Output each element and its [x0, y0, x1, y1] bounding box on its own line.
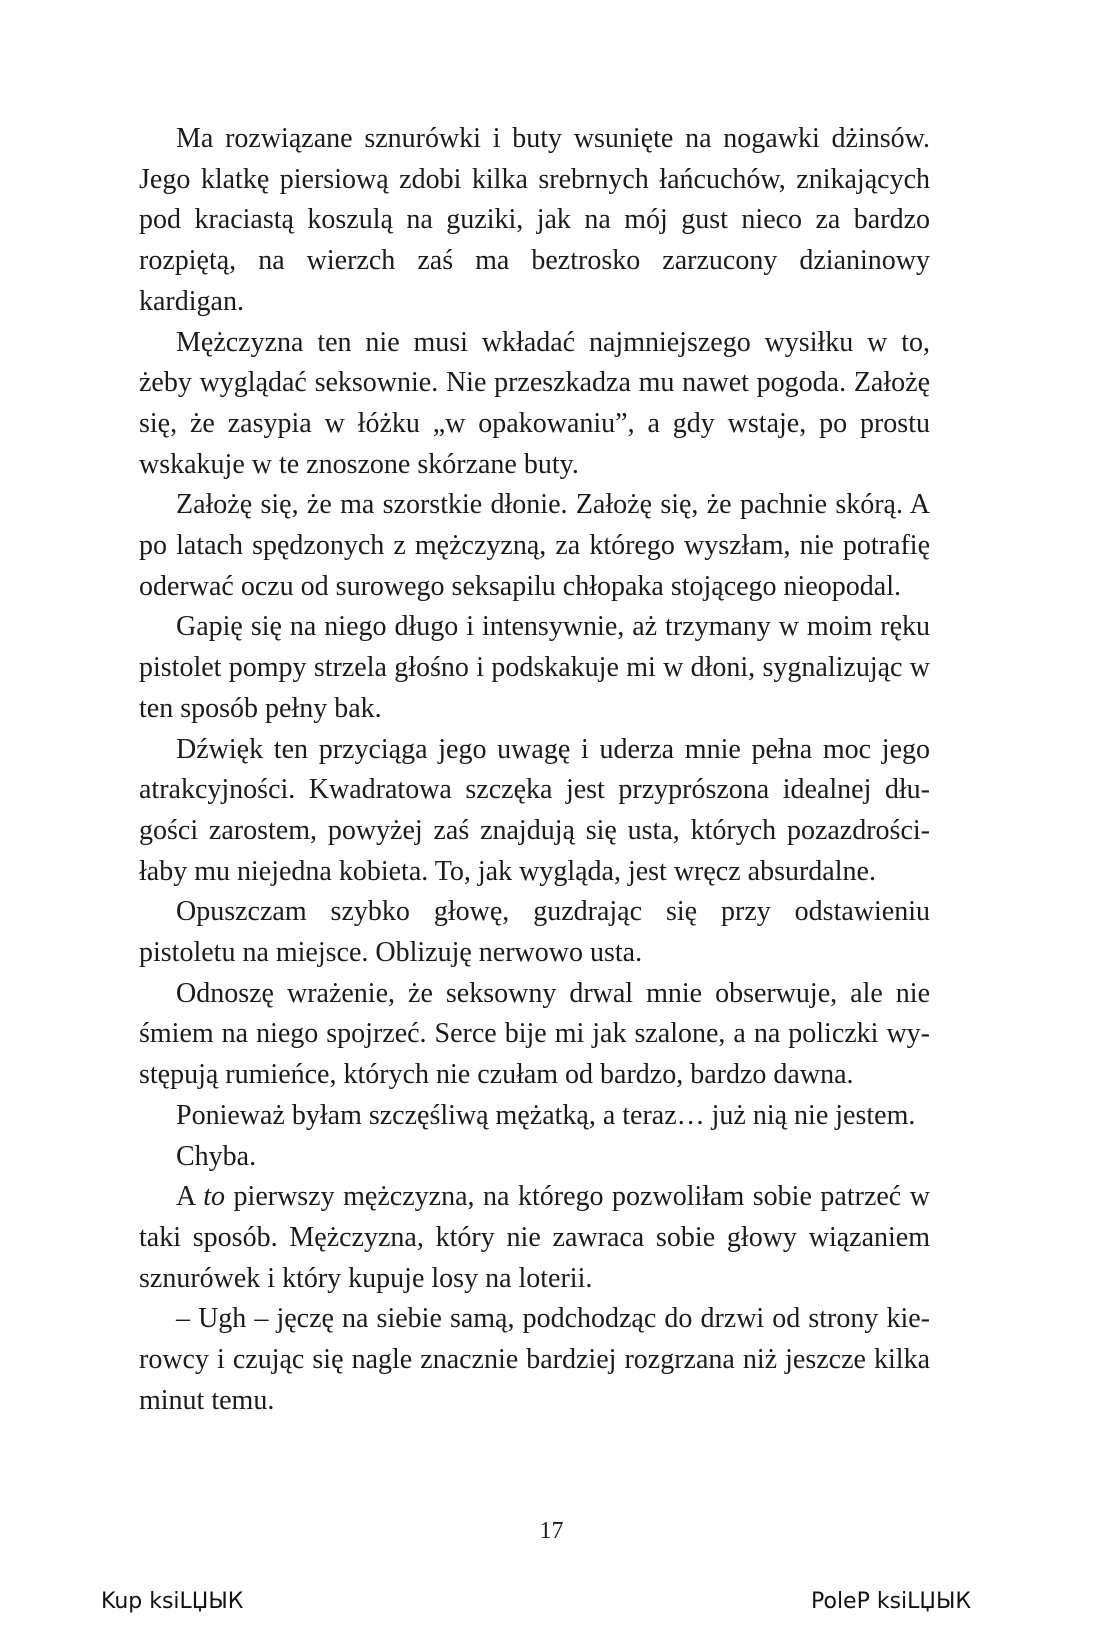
paragraph: Chyba.: [176, 1140, 257, 1172]
paragraph: Odnoszę wrażenie, że seksowny drwal mnie obserwuje, ale nie śmiem na niego spojrzeć. Serce bije mi jak szalone, a na policzki występują rumieńce, których nie czułam od bardzo, bardzo dawna.: [139, 977, 930, 1091]
buy-book-link[interactable]: Kup ksiLЏЫК: [101, 1589, 244, 1614]
paragraph: Mężczyzna ten nie musi wkładać najmniejszego wysiłku w to, żeby wyglądać seksownie. Nie przeszkadza mu nawet pogoda. Założę się, że zasypia w łóżku „w opakowaniu”, a gdy wstaje, po prostu wskakuje w te znoszone skórzane buty.: [139, 326, 930, 480]
paragraph: Gapię się na niego długo i intensywnie, aż trzymany w moim ręku pistolet pompy strzela głośno i podskakuje mi w dłoni, sygnalizując w ten sposób pełny bak.: [139, 611, 930, 724]
paragraph: Ma rozwiązane sznurówki i buty wsunięte na nogawki dżinsów. Jego klatkę piersiową zdobi kilka srebrnych łańcuchów, znikających pod kraciastą koszulą na guziki, jak na mój gust nieco za bardzo rozpiętą, na wierzch zaś ma beztrosko zarzucony dzianinowy kardigan.: [139, 123, 930, 317]
page-number: 17: [539, 1518, 564, 1544]
paragraph: Opuszczam szybko głowę, guzdrając się przy odstawieniu pistoletu na miejsce. Oblizuję nerwowo usta.: [139, 896, 930, 969]
paragraph: – Ugh – jęczę na siebie samą, podchodząc do drzwi od strony kierowcy i czując się nagle znacznie bardziej rozgrzana niż jeszcze kilka minut temu.: [139, 1303, 930, 1416]
paragraph: Założę się, że ma szorstkie dłonie. Założę się, że pachnie skórą. A po latach spędzonych z mężczyzną, za którego wyszłam, nie potrafię oderwać oczu od surowego seksapilu chłopaka stojącego nieopodal.: [139, 489, 930, 602]
paragraph-text-before: A: [176, 1181, 204, 1213]
italic-word: to: [203, 1181, 225, 1213]
paragraph: Dźwięk ten przyciąga jego uwagę i uderza mnie pełna moc jego atrakcyjności. Kwadratowa szczęka jest przyprószona idealnej długości zarostem, powyżej zaś znajdują się usta, których pozazdrościłaby mu niejedna kobieta. To, jak wygląda, jest wręcz absurdalne.: [139, 733, 930, 887]
recommend-book-link[interactable]: PoleP ksiLЏЫК: [811, 1589, 971, 1614]
paragraph-with-italic: [139, 1177, 930, 1299]
paragraph-text-after: pierwszy mężczyzna, na którego pozwoliłam sobie patrzeć w taki sposób. Mężczyzna, który nie zawraca sobie głowy wiązaniem sznurówek i który kupuje losy na loterii.: [139, 1181, 930, 1294]
paragraph: Ponieważ byłam szczęśliwą mężatką, a teraz… już nią nie jestem.: [176, 1099, 916, 1131]
body-text: [139, 119, 930, 1422]
